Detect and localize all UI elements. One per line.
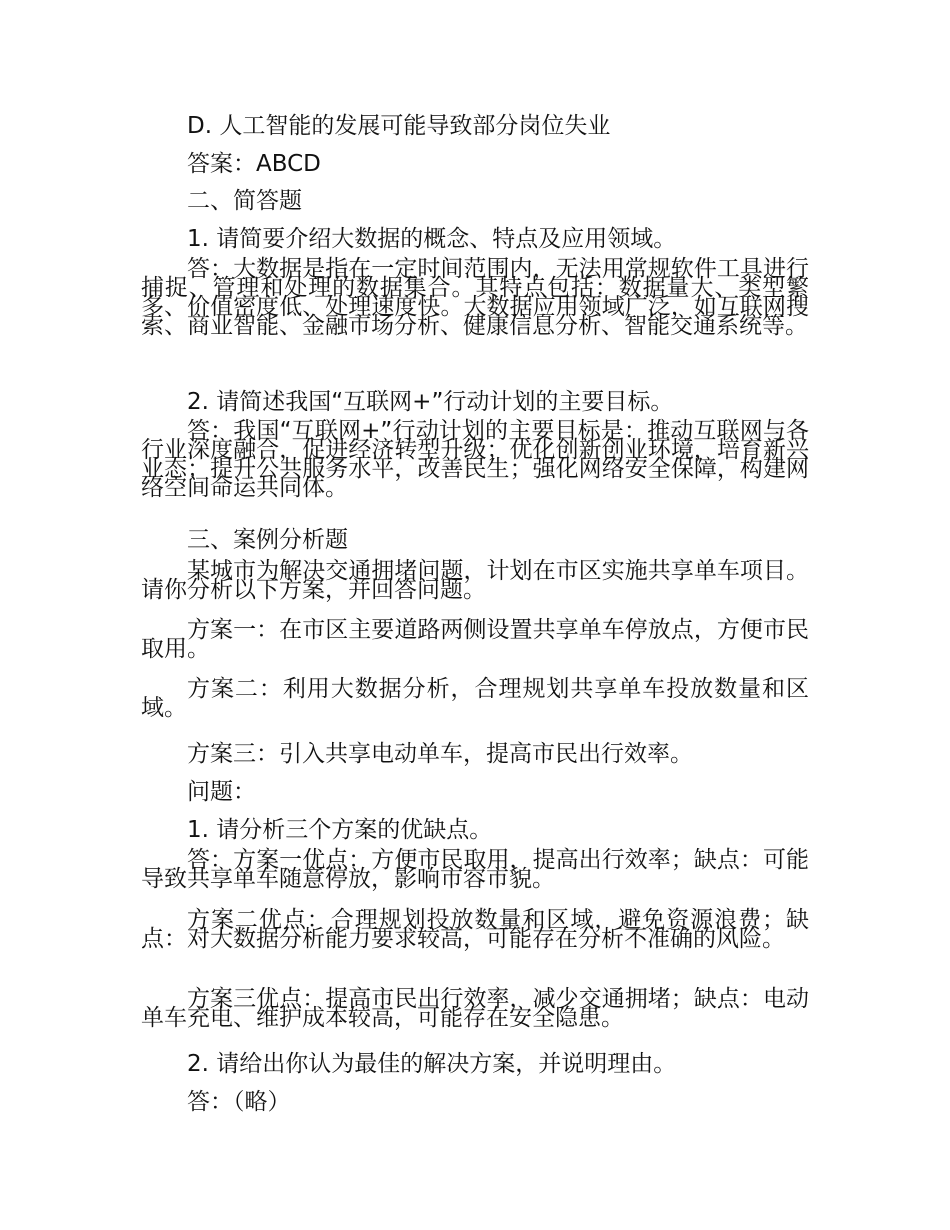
questions-label: 问题： (187, 779, 256, 805)
case-answer-1-part-2: 方案二优点：合理规划投放数量和区域，避免资源浪费；缺点：对大数据分析能力要求较高，可能存在分析不准确的风险。 (141, 907, 809, 952)
option-d: D. 人工智能的发展可能导致部分岗位失业 (187, 113, 611, 139)
plan-3: 方案三：引入共享电动单车，提高市民出行效率。 (187, 741, 693, 767)
section-3-heading: 三、案例分析题 (187, 527, 348, 553)
question-2: 2. 请简述我国“互联网+”行动计划的主要目标。 (187, 389, 674, 415)
case-intro: 某城市为解决交通拥堵问题，计划在市区实施共享单车项目。请你分析以下方案，并回答问题。 (141, 558, 809, 603)
plan-2: 方案二：利用大数据分析，合理规划共享单车投放数量和区域。 (141, 676, 809, 721)
case-answer-1-part-1: 答：方案一优点：方便市民取用，提高出行效率；缺点：可能导致共享单车随意停放，影响市容市貌。 (141, 847, 809, 892)
case-answer-2: 答：（略） (187, 1089, 291, 1115)
question-1: 1. 请简要介绍大数据的概念、特点及应用领域。 (187, 226, 677, 252)
answer-1-text: 答：大数据是指在一定时间范围内，无法用常规软件工具进行捕捉、管理和处理的数据集合。其特点包括：数据量大、类型繁多、价值密度低、处理速度快。大数据应用领域广泛，如互联网搜索、商业智能、金融市场分析、健康信息分析、智能交通系统等。 (141, 256, 809, 339)
case-question-2: 2. 请给出你认为最佳的解决方案，并说明理由。 (187, 1051, 677, 1077)
case-answer-1-part-3: 方案三优点：提高市民出行效率，减少交通拥堵；缺点：电动单车充电、维护成本较高，可能存在安全隐患。 (141, 986, 809, 1031)
case-question-1: 1. 请分析三个方案的优缺点。 (187, 817, 493, 843)
answer-2-text: 答：我国“互联网+”行动计划的主要目标是：推动互联网与各行业深度融合，促进经济转型升级；优化创新创业环境，培育新兴业态；提升公共服务水平，改善民生；强化网络安全保障，构建网络空间命运共同体。 (141, 418, 809, 501)
section-2-heading: 二、简答题 (187, 188, 302, 214)
answer-1: 答案：ABCD (187, 151, 321, 177)
plan-1: 方案一：在市区主要道路两侧设置共享单车停放点，方便市民取用。 (141, 617, 809, 662)
